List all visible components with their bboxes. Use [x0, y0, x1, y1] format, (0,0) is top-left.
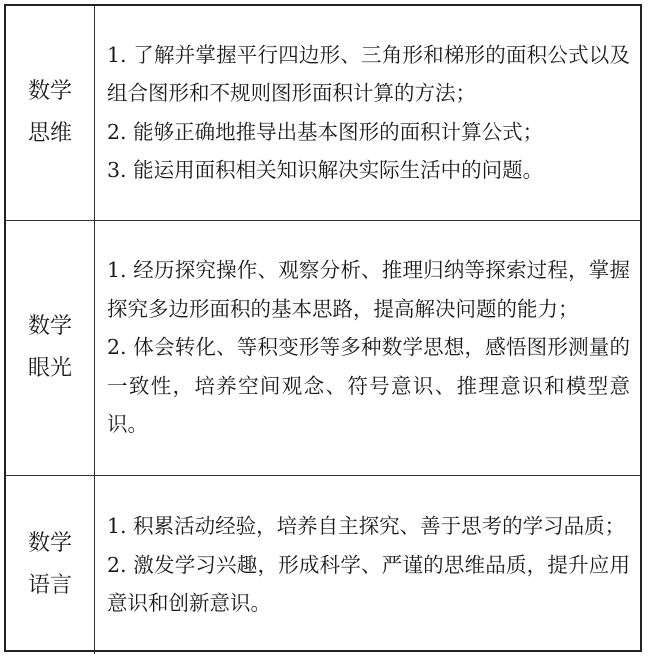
row-label-line: 眼光 [27, 355, 72, 381]
row-label-line: 数学 [27, 313, 72, 339]
objectives-table-frame [4, 4, 642, 652]
row-label-math-vision [6, 220, 95, 475]
row-label-line: 语言 [27, 572, 72, 598]
objective-item: 1. 了解并掌握平行四边形、三角形和梯形的面积公式以及组合图形和不规则图形面积计算的方法； [107, 42, 630, 106]
row-label-line: 数学 [27, 530, 72, 556]
objectives-table [6, 6, 640, 654]
objective-item: 1. 积累活动经验，培养自主探究、善于思考的学习品质； [107, 514, 626, 538]
table-row-math-language [6, 475, 640, 654]
row-label-line: 思维 [27, 120, 72, 146]
table-row-math-thinking [6, 6, 640, 220]
objective-item: 2. 能够正确地推导出基本图形的面积计算公式； [107, 119, 544, 144]
objective-item: 1. 经历探究操作、观察分析、推理归纳等探索过程，掌握探究多边形面积的基本思路，提高解决问题的能力； [107, 258, 630, 321]
row-content-math-language [95, 475, 641, 654]
objective-item: 2. 体会转化、等积变形等多种数学思想，感悟图形测量的一致性，培养空间观念、符号意识、推理意识和模型意识。 [107, 335, 630, 437]
row-content-math-vision [95, 220, 641, 475]
row-label-math-thinking [6, 6, 95, 220]
row-label-line: 数学 [27, 78, 72, 104]
row-label-math-language [6, 475, 95, 654]
objective-item: 2. 激发学习兴趣，形成科学、严谨的思维品质，提升应用意识和创新意识。 [107, 552, 630, 615]
table-row-math-vision [6, 220, 640, 475]
row-content-math-thinking [95, 6, 641, 220]
objective-item: 3. 能运用面积相关知识解决实际生活中的问题。 [107, 158, 544, 183]
